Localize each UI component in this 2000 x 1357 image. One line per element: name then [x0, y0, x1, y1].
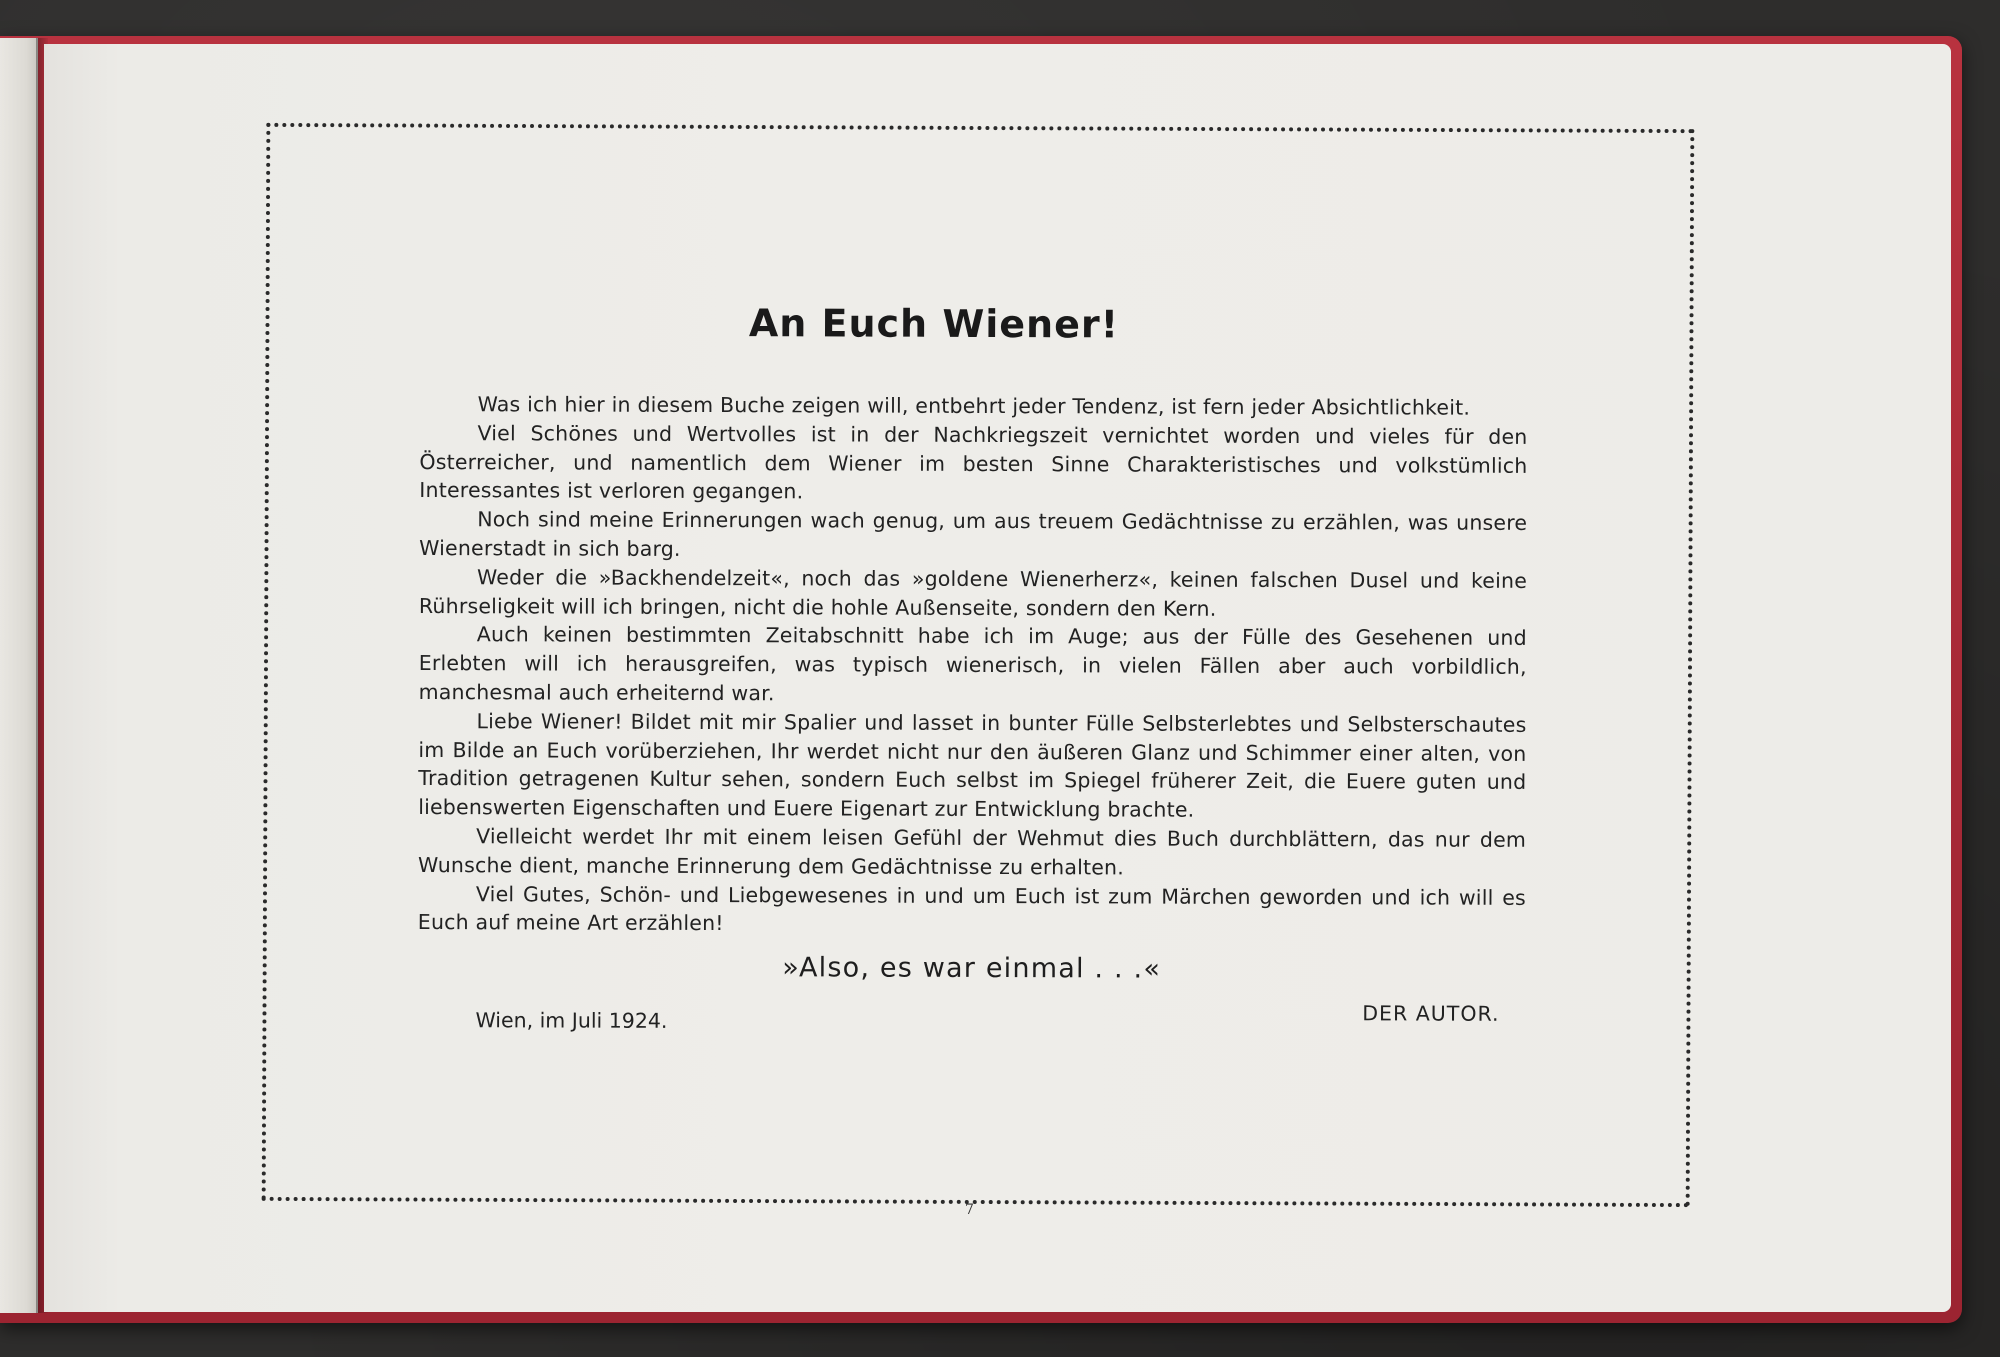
page-title: An Euch Wiener!	[748, 301, 1120, 347]
paragraph-1: Was ich hier in diesem Buche zeigen will, entbehrt jeder Tendenz, ist fern jeder Absichtlichkeit.	[477, 392, 1471, 420]
left-page-edge	[0, 38, 38, 1313]
paragraph-3: Noch sind meine Erinnerungen wach genug, um aus treuem Gedächtnisse zu erzählen, was unsere Wienerstadt in sich barg.	[419, 507, 1528, 561]
paragraph-5: Auch keinen bestimmten Zeitabschnitt habe ich im Auge; aus der Fülle des Gesehenen und Erlebten will ich herausgreifen, was typisch wienerisch, in vielen Fällen aber auch vorbildlich, manchesmal auch erheiternd war.	[418, 622, 1527, 706]
motto: »Also, es war einmal . . .«	[782, 952, 1162, 985]
paragraph-6: Liebe Wiener! Bildet mit mir Spalier und lasset in bunter Fülle Selbsterlebtes und Selbsterschautes im Bilde an Euch vorüberziehen, Ihr werdet nicht nur den äußeren Glanz und Schimmer einer alten, von Tradition getragenen Kultur sehen, sondern Euch selbst im Spiegel früherer Zeit, die Euere guten und liebenswerten Eigenschaften und Euere Eigenart zur Entwicklung brachte.	[418, 708, 1527, 822]
place-date: Wien, im Juli 1924.	[475, 1008, 668, 1034]
paragraph-7: Vielleicht werdet Ihr mit einem leisen Gefühl der Wehmut dies Buch durchblättern, das nur dem Wunsche dient, manche Erinnerung dem Gedächtnisse zu erhalten.	[417, 824, 1527, 880]
page-content	[417, 300, 1528, 1042]
paragraph-4: Weder die »Backhendelzeit«, noch das »goldene Wienerherz«, keinen falschen Dusel und keine Rührseligkeit will ich bringen, nicht die hohle Außenseite, sondern den Kern.	[418, 564, 1528, 621]
author-signature: DER AUTOR.	[1362, 1001, 1500, 1026]
closing	[417, 998, 1525, 1042]
page-number: 7	[965, 1202, 974, 1218]
paragraph-2: Viel Schönes und Wertvolles ist in der Nachkriegszeit vernichtet worden und vieles für den Österreicher, und namentlich dem Wiener im besten Sinne Charakteristisches und volkstümlich Interessantes ist verloren gegangen.	[419, 420, 1528, 504]
paragraph-8: Viel Gutes, Schön- und Liebgewesenes in und um Euch ist zum Märchen geworden und ich will es Euch auf meine Art erzählen!	[417, 881, 1526, 936]
